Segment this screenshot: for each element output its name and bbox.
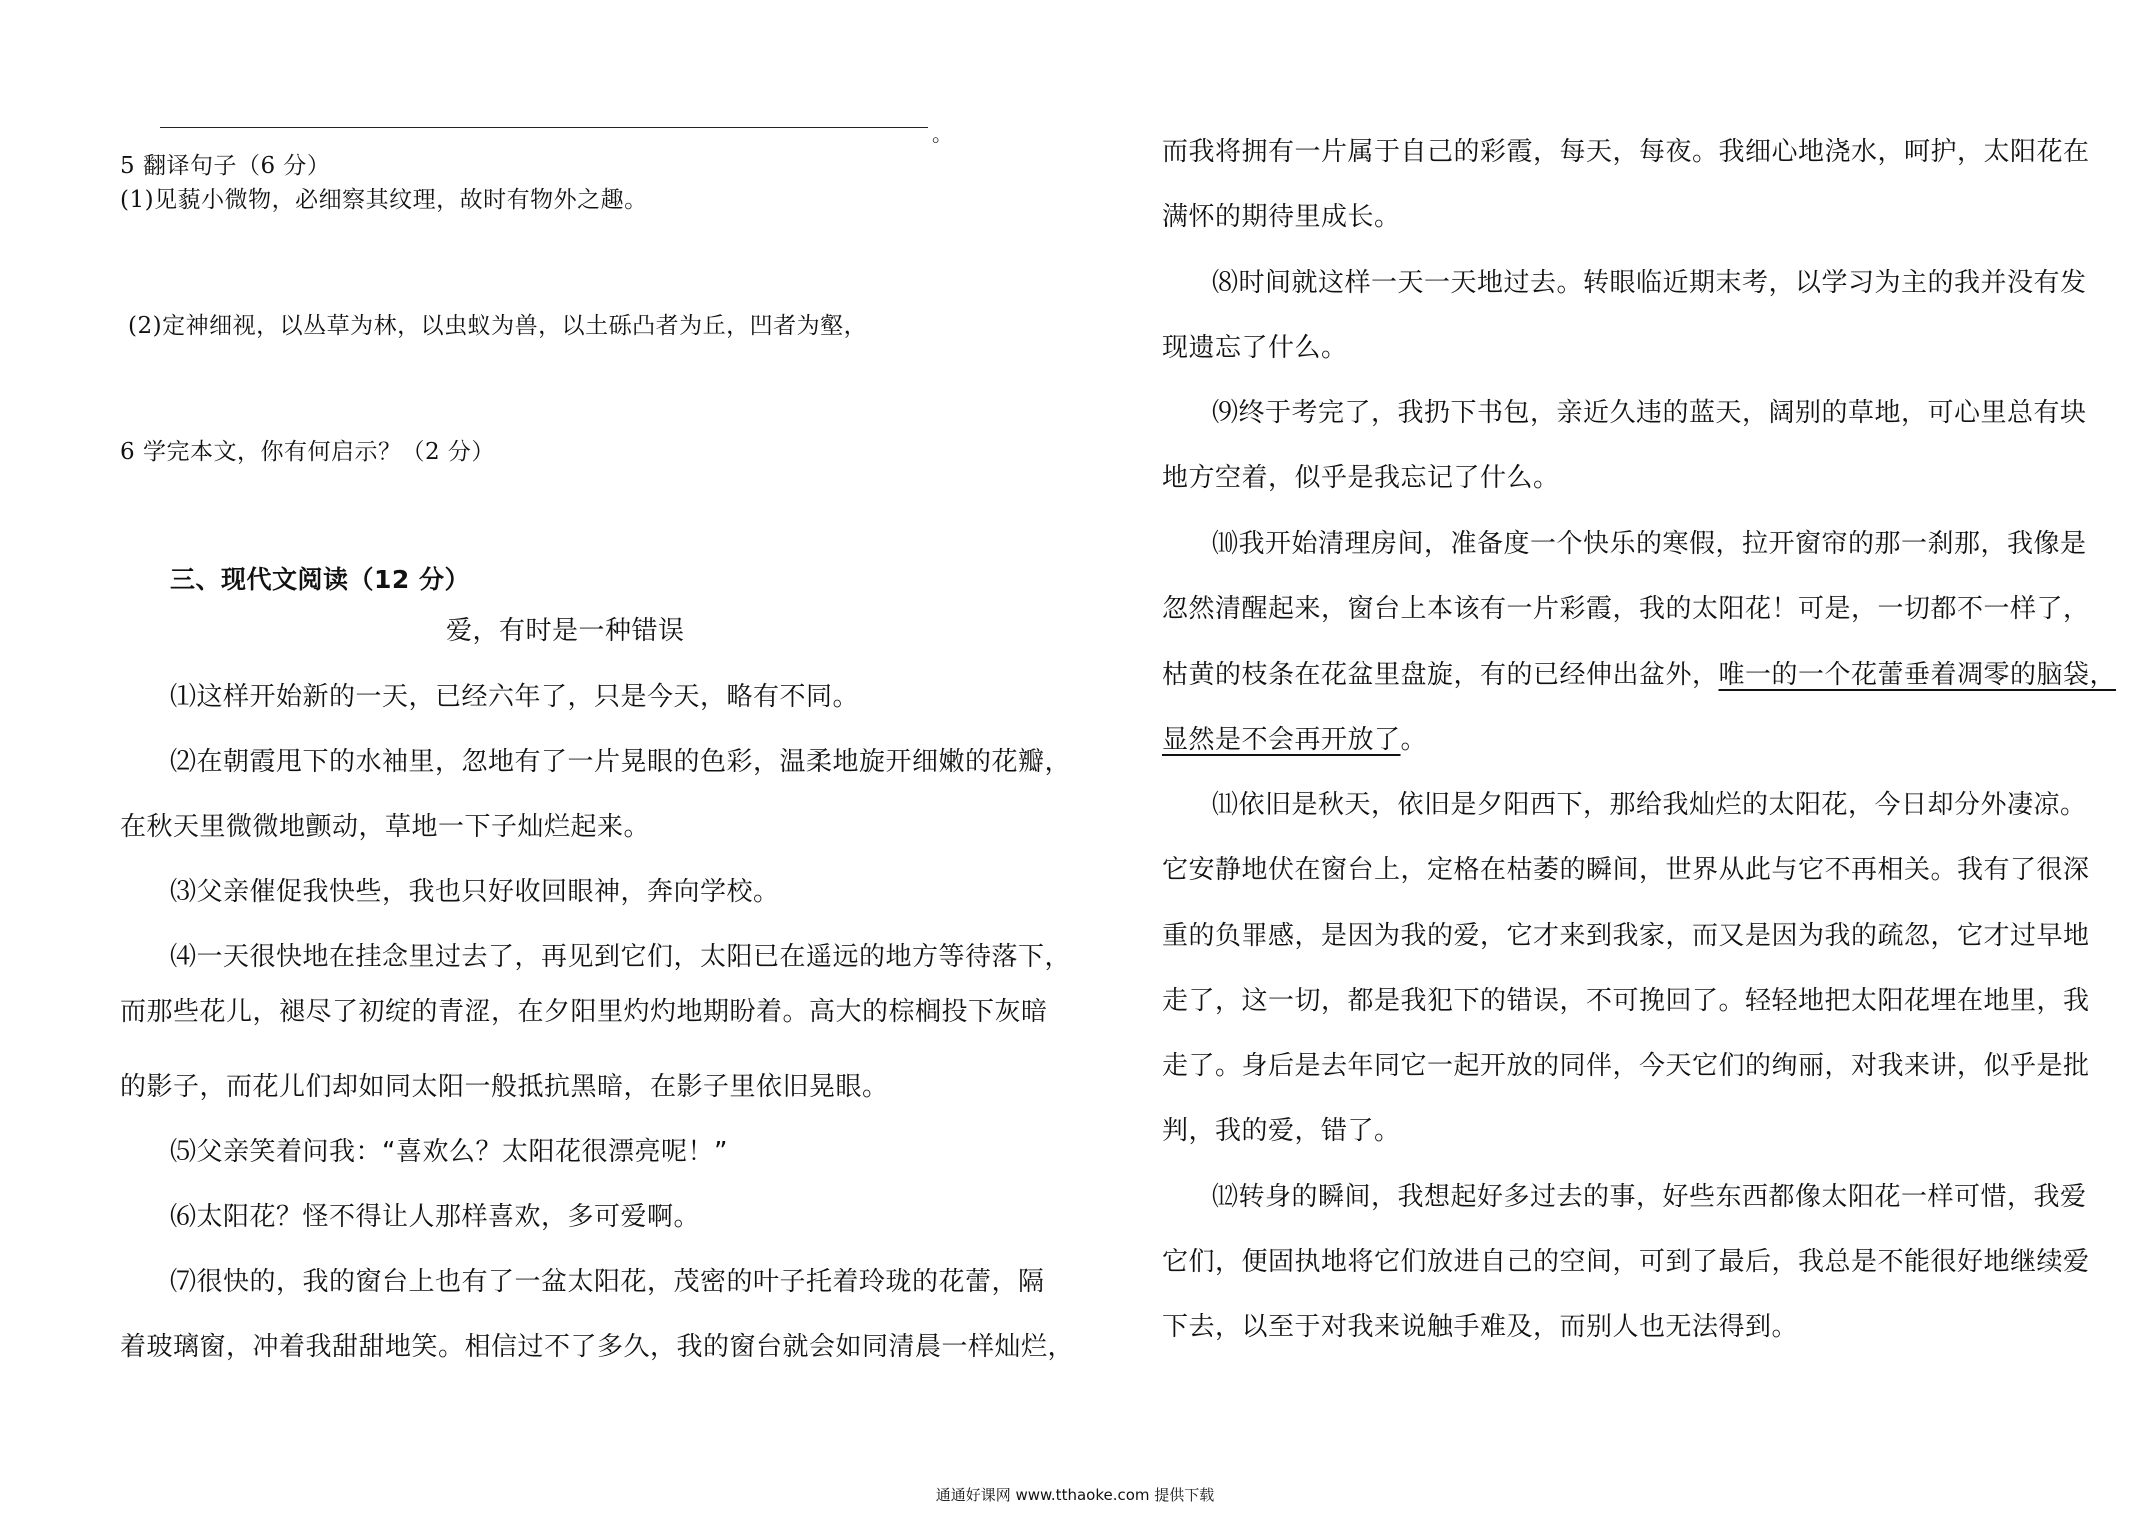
- paragraph-line: 走了。身后是去年同它一起开放的同伴，今天它们的绚丽，对我来讲，似乎是批: [1162, 1051, 2090, 1081]
- paragraph-line: 忽然清醒起来，窗台上本该有一片彩霞，我的太阳花！可是，一切都不一样了，: [1162, 594, 2090, 624]
- q5-sentence-2: (2)定神细视，以丛草为林，以虫蚁为兽，以土砾凸者为丘，凹者为壑，: [128, 313, 868, 339]
- answer-blank-line: [160, 127, 928, 128]
- q5-title: 5 翻译句子（6 分）: [120, 153, 331, 179]
- paragraph-line: 它安静地伏在窗台上，定格在枯萎的瞬间，世界从此与它不再相关。我有了很深: [1162, 855, 2090, 885]
- paragraph-line: ⑺很快的，我的窗台上也有了一盆太阳花，茂密的叶子托着玲珑的花蕾，隔: [170, 1267, 1045, 1297]
- paragraph-line: 而我将拥有一片属于自己的彩霞，每天，每夜。我细心地浇水，呵护，太阳花在: [1162, 137, 2090, 167]
- section-title: 三、现代文阅读（12 分）: [170, 565, 470, 594]
- q5-sentence-1: (1)见藐小微物，必细察其纹理，故时有物外之趣。: [120, 187, 648, 213]
- paragraph-line: 的影子，而花儿们却如同太阳一般抵抗黑暗，在影子里依旧晃眼。: [120, 1072, 889, 1102]
- paragraph-line: 走了，这一切，都是我犯下的错误，不可挽回了。轻轻地把太阳花埋在地里，我: [1162, 986, 2090, 1016]
- paragraph-line: 现遗忘了什么。: [1162, 333, 1348, 363]
- answer-line-period: 。: [932, 122, 952, 146]
- paragraph-line: ⑶父亲催促我快些，我也只好收回眼神，奔向学校。: [170, 877, 780, 907]
- paragraph-line: ⑸父亲笑着问我：“喜欢么？太阳花很漂亮呢！”: [170, 1137, 728, 1167]
- q6-question: 6 学完本文，你有何启示？（2 分）: [120, 439, 495, 465]
- paragraph-line: 地方空着，似乎是我忘记了什么。: [1162, 463, 1560, 493]
- paragraph-line: [1162, 660, 2116, 690]
- paragraph-line: ⑵在朝霞甩下的水袖里，忽地有了一片晃眼的色彩，温柔地旋开细嫩的花瓣，: [170, 747, 1072, 777]
- paragraph-line: 着玻璃窗，冲着我甜甜地笑。相信过不了多久，我的窗台就会如同清晨一样灿烂，: [120, 1332, 1075, 1362]
- paragraph-line: 它们，便固执地将它们放进自己的空间，可到了最后，我总是不能很好地继续爱: [1162, 1247, 2090, 1277]
- paragraph-text: 。: [1400, 725, 1428, 755]
- essay-title: 爱，有时是一种错误: [446, 616, 685, 646]
- paragraph-line: 在秋天里微微地颤动，草地一下子灿烂起来。: [120, 812, 651, 842]
- paragraph-line: 下去，以至于对我来说触手难及，而别人也无法得到。: [1162, 1312, 1799, 1342]
- paragraph-line: ⑻时间就这样一天一天地过去。转眼临近期末考，以学习为主的我并没有发: [1212, 268, 2087, 298]
- paragraph-line: 而那些花儿，褪尽了初绽的青涩，在夕阳里灼灼地期盼着。高大的棕榈投下灰暗: [120, 997, 1048, 1027]
- footer-source: 通通好课网 www.tthaoke.com 提供下载: [935, 1486, 1215, 1504]
- paragraph-line: 满怀的期待里成长。: [1162, 202, 1401, 232]
- paragraph-line: ⑿转身的瞬间，我想起好多过去的事，好些东西都像太阳花一样可惜，我爱: [1212, 1182, 2087, 1212]
- paragraph-text: 枯黄的枝条在花盆里盘旋，有的已经伸出盆外，: [1162, 660, 1719, 690]
- paragraph-line: ⑷一天很快地在挂念里过去了，再见到它们，太阳已在遥远的地方等待落下，: [170, 942, 1072, 972]
- paragraph-line: 判，我的爱，错了。: [1162, 1116, 1401, 1146]
- paragraph-line: ⑼终于考完了，我扔下书包，亲近久违的蓝天，阔别的草地，可心里总有块: [1212, 398, 2087, 428]
- underlined-sentence: 显然是不会再开放了: [1162, 725, 1401, 755]
- paragraph-line: ⑴这样开始新的一天，已经六年了，只是今天，略有不同。: [170, 682, 860, 712]
- paragraph-line: ⑾依旧是秋天，依旧是夕阳西下，那给我灿烂的太阳花，今日却分外凄凉。: [1212, 790, 2087, 820]
- paragraph-line: [1162, 725, 1427, 755]
- underlined-sentence: 唯一的一个花蕾垂着凋零的脑袋，: [1718, 660, 2117, 690]
- paragraph-line: 重的负罪感，是因为我的爱，它才来到我家，而又是因为我的疏忽，它才过早地: [1162, 921, 2090, 951]
- paragraph-line: ⑹太阳花？怪不得让人那样喜欢，多可爱啊。: [170, 1202, 701, 1232]
- paragraph-line: ⑽我开始清理房间，准备度一个快乐的寒假，拉开窗帘的那一刹那，我像是: [1212, 529, 2087, 559]
